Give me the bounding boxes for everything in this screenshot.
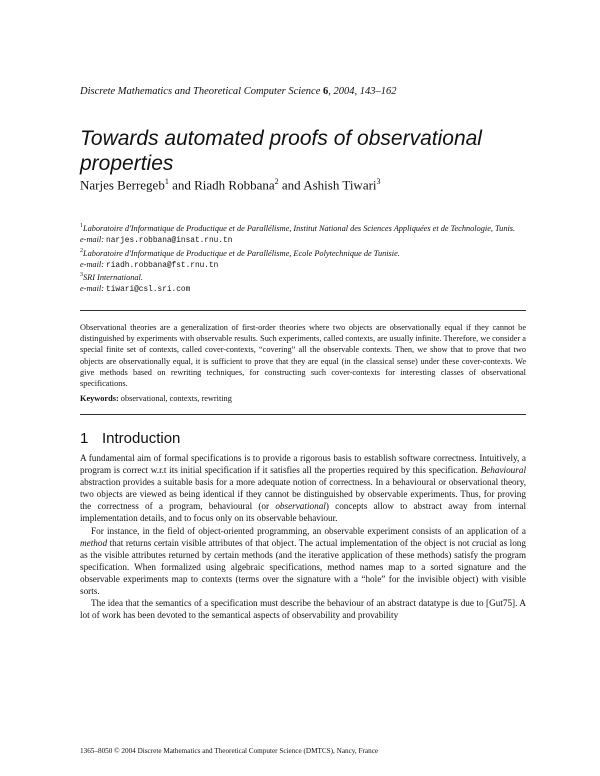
affiliation-mark: 1 (80, 223, 83, 230)
affiliation-email (80, 234, 526, 247)
section-title: Introduction (102, 430, 181, 447)
affiliation-text: Laboratoire d'Informatique de Productique et de Parallélisme, Institut National des Sciences Appliquées et de Technologie, Tunis. (83, 224, 516, 233)
email-label: e-mail: (80, 284, 104, 294)
paper-title: Towards automated proofs of observational properties (80, 127, 482, 175)
email-address[interactable]: tiwari@csl.sri.com (106, 286, 191, 295)
keywords-line (80, 394, 232, 403)
section-heading (80, 430, 180, 447)
text-run: For instance, in the field of object-oriented programming, an observable experiment consists of an application of a (91, 525, 526, 536)
author-separator: and (172, 177, 191, 193)
section-number: 1 (80, 430, 89, 447)
body-text (80, 452, 526, 621)
keywords-label: Keywords: (80, 394, 119, 403)
text-run: ) concepts allow to abstract away from internal implementation details, and to focus only on its observable behaviour. (80, 501, 526, 524)
keywords-value: observational, contexts, rewriting (120, 394, 232, 403)
affiliation-email (80, 283, 526, 296)
text-run: The idea that the semantics of a specification must describe the behaviour of an abstract datatype is due to [Gut75]. A lot of work has been devoted to the semantical aspects of observability and provability (80, 598, 526, 621)
text-run: abstraction provides a suitable basis for a more adequate notion of correctness. In a behavioural or observational theory, two objects are viewed as being identical if they cannot be distinguished by observable experiments. Thus, for proving the correctness of a program, behavioural (or (80, 477, 526, 512)
paragraph (80, 597, 526, 621)
affiliation-mark: 3 (80, 272, 83, 279)
abstract-text: Observational theories are a generalization of first-order theories where two objects are observationally equal if they cannot be distinguished by experiments with observable results. Such experiments, called contexts, are usually infinite. Therefore, we consider a special finite set of contexts, called cover-contexts, “covering” all the observable contexts. Then, we show that to prove that two objects are observationally equal, it is sufficient to prove that they are equal (in the classical sense) under these cover-contexts. We give methods based on rewriting techniques, for constructing such cover-contexts for interesting classes of observational specifications. (80, 323, 526, 389)
journal-name: Discrete Mathematics and Theoretical Computer Science (80, 86, 321, 97)
author-name: Narjes Berregeb (80, 177, 165, 193)
journal-volume: 6 (323, 86, 329, 97)
author-separator: and (281, 177, 301, 193)
emphasis: Behavioural (480, 465, 526, 476)
affiliation-text: Laboratoire d'Informatique de Productique et de Parallélisme, Ecole Polytechnique de Tunisie. (83, 248, 400, 258)
emphasis: observational (275, 501, 326, 512)
affiliation-mark: 2 (80, 247, 83, 254)
affiliation-entry (80, 223, 526, 234)
email-address[interactable]: narjes.robbana@insat.rnu.tn (106, 237, 233, 246)
affiliation-text: SRI International. (83, 273, 143, 283)
paragraph (80, 452, 526, 525)
author-mark: 2 (274, 177, 279, 186)
abstract-top-rule (80, 310, 526, 311)
affiliation-entry (80, 248, 526, 259)
copyright-footer: 1365–8050 © 2004 Discrete Mathematics and Theoretical Computer Science (DMTCS), Nancy, France (80, 747, 379, 755)
affiliations (80, 223, 526, 297)
author-mark: 3 (376, 177, 381, 186)
author-name: Ashish Tiwari (303, 177, 377, 193)
emphasis: method (80, 537, 108, 548)
author-mark: 1 (164, 177, 169, 186)
email-label: e-mail: (80, 259, 104, 269)
journal-header (80, 86, 397, 97)
affiliation-email (80, 259, 526, 272)
abstract-bottom-rule (80, 414, 526, 415)
email-address[interactable]: riadh.robbana@fst.rnu.tn (106, 261, 219, 270)
paragraph (80, 525, 526, 598)
text-run: that returns certain visible attributes of that object. The actual implementation of the object is not crucial as long as the visible attributes returned by certain methods (and the iterative application of these methods) satisfy the program specification. When formalized using algebraic specifications, method names map to a sorted signature and the observable experiments map to contexts (terms over the signature with a “hole” for the invisible object) with visible sorts. (80, 537, 526, 597)
author-name: Riadh Robbana (194, 177, 275, 193)
email-label: e-mail: (80, 235, 104, 245)
journal-year-pages: , 2004, 143–162 (328, 86, 397, 97)
author-list (80, 177, 381, 193)
text-run: A fundamental aim of formal specifications is to provide a rigorous basis to establish software correctness. Intuitively, a program is correct w.r.t its initial specification if it satisfies all the properties required by this specification. (80, 453, 526, 476)
affiliation-entry (80, 272, 526, 283)
